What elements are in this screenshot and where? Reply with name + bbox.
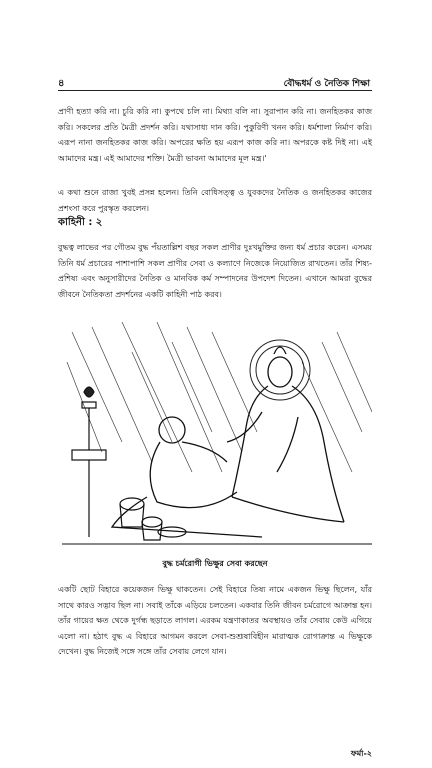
pots <box>120 498 186 540</box>
buddha-figure <box>227 347 344 522</box>
halo <box>250 340 310 400</box>
header-rule <box>58 90 372 91</box>
sick-monk-figure <box>112 417 262 537</box>
paragraph-1: প্রাণী হত্যা করি না। চুরি করি না। কুপথে চলি না। মিথ্যা বলি না। সুরাপান করি না। জনহিতকর কাজ করি। সকলের প্রতি মৈত্রী প্রদর্শন করি। যথাসাধ্য দান করি। পুকুরিণী খনন করি। ধর্মশালা নির্মাণ করি। এরূপ নানা জনহিতকর কাজ করি। অপরের ক্ষতি হয় এরূপ কাজ করি না। অপরকে কষ্ট দিই না। এই আমাদের মন্ত্র। এই আমাদের শক্তি। মৈত্রী ভাবনা আমাদের মূল মন্ত্র।' <box>58 107 372 163</box>
background-hatching <box>67 322 372 472</box>
story-heading: কাহিনী : ২ <box>58 217 103 228</box>
buddha-nursing-monk-illustration <box>62 322 372 550</box>
folio-mark: ফর্মা-২ <box>350 749 372 758</box>
running-header: বৌদ্ধধর্ম ও নৈতিক শিক্ষা <box>283 79 370 89</box>
illustration-caption: বুদ্ধ চর্মরোগী ভিক্ষুর সেবা করছেন <box>162 559 268 568</box>
paragraph-4: একটি ছোট বিহারে কয়েকজন ভিক্ষু থাকতেন। সেই বিহারে তিষ্য নামে একজন ভিক্ষু ছিলেন, যাঁর সাথে কারও সদ্ভাব ছিল না। সবাই তাঁকে এড়িয়ে চলতেন। একবার তিনি জীবন চর্মরোগে আক্রান্ত হন। তাঁর গায়ের ক্ষত থেকে দুর্গন্ধ ছড়াতে লাগল। এরকম যন্ত্রণাকাতর অবস্থায়ও তাঁর সেবায় কেউ এগিয়ে এলো না। হঠাৎ বুদ্ধ এ বিহারে আগমন করলে সেবা-শুশ্রূষাবিহীন মারাত্মক রোগাক্রান্ত এ ভিক্ষুকে দেখেন। বুদ্ধ নিজেই সঙ্গে সঙ্গে তাঁর সেবায় লেগে যান। <box>58 585 372 656</box>
oil-lamp <box>72 387 106 537</box>
paragraph-2: এ কথা শুনে রাজা খুবই প্রসন্ন হলেন। তিনি বোধিসত্ত্ব ও যুবকদের নৈতিক ও জনহিতকর কাজের প্রশংসা করে পুরস্কৃত করলেন। <box>58 188 372 213</box>
page-number: ৪ <box>58 78 65 89</box>
paragraph-3: বুদ্ধত্ব লাভের পর গৌতম বুদ্ধ পঁয়তাল্লিশ বছর সকল প্রাণীর দুঃখমুক্তির জন্য ধর্ম প্রচার করেন। এসময় তিনি ধর্ম প্রচারের পাশাপাশি সকল প্রাণীর সেবা ও কল্যাণে নিজেকে নিয়োজিত রাখতেন। তাঁর শিষ্য-প্রশিষ্য এবং অনুসারীদের নৈতিক ও মানবিক কর্ম সম্পাদনের উপদেশ দিতেন। এখানে আমরা বুদ্ধের জীবনে নৈতিকতা প্রদর্শনের একটি কাহিনী পাঠ করব। <box>58 243 372 299</box>
